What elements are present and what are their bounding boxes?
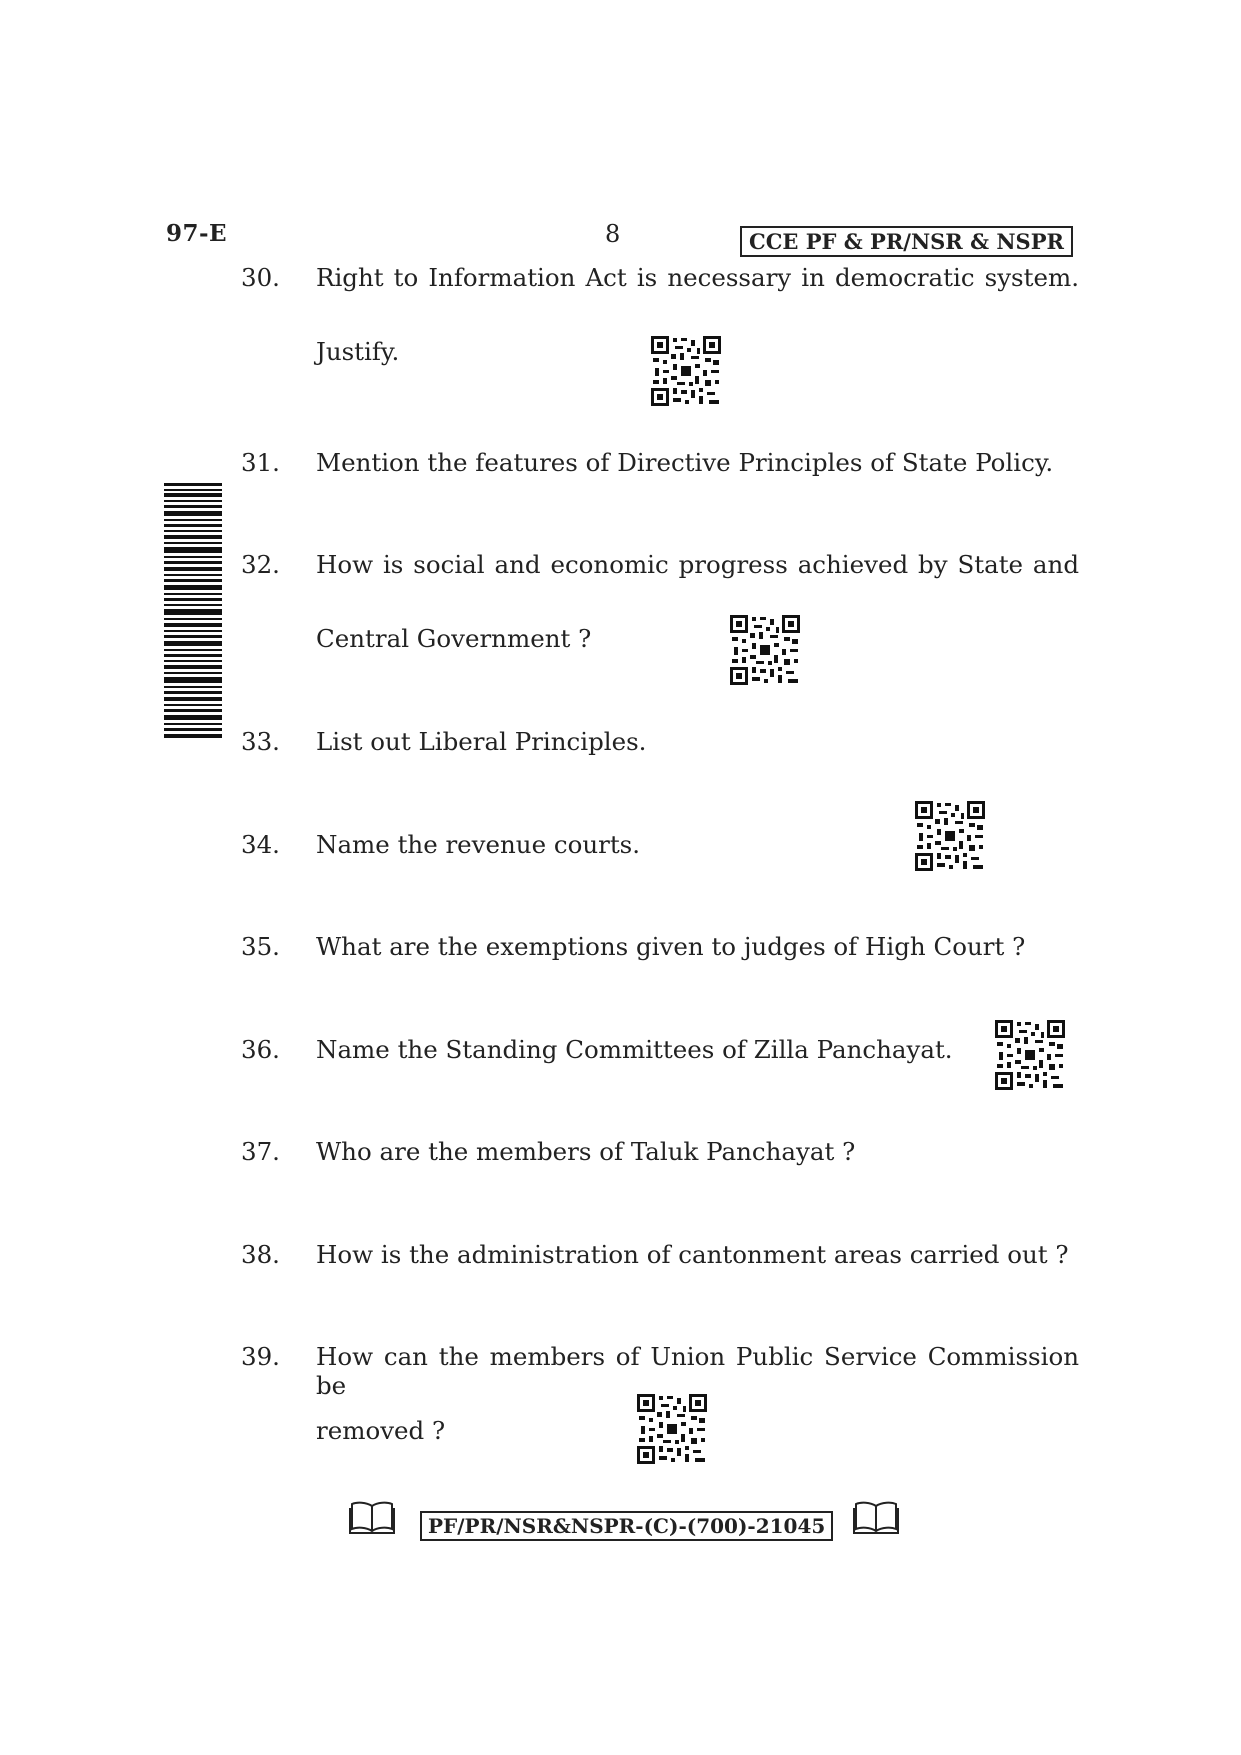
barcode-icon [164,483,222,738]
open-book-icon [349,1500,395,1534]
qr-code-icon [915,801,985,871]
question-number: 35. [241,932,280,961]
question-text-continued: Central Government ? [316,624,592,653]
qr-code-icon [730,615,800,685]
question-number: 39. [241,1342,280,1371]
question-text-continued: removed ? [316,1416,446,1445]
question-number: 32. [241,550,280,579]
qr-code-icon [995,1020,1065,1090]
page-number: 8 [605,220,621,248]
question-text: Mention the features of Directive Principles of State Policy. [316,448,1054,477]
question-number: 33. [241,727,280,756]
question-text: Who are the members of Taluk Panchayat ? [316,1137,856,1166]
question-text: How is social and economic progress achieved by State and [316,550,1079,579]
question-number: 31. [241,448,280,477]
question-number: 30. [241,263,280,292]
footer-code-box: PF/PR/NSR&NSPR-(C)-(700)-21045 [420,1511,833,1541]
question-text: How is the administration of cantonment areas carried out ? [316,1240,1069,1269]
open-book-icon [853,1500,899,1534]
question-text: List out Liberal Principles. [316,727,647,756]
question-text: Right to Information Act is necessary in democratic system. [316,263,1079,292]
question-number: 34. [241,830,280,859]
question-text: Name the Standing Committees of Zilla Panchayat. [316,1035,953,1064]
question-number: 36. [241,1035,280,1064]
qr-code-icon [651,336,721,406]
exam-code-box: CCE PF & PR/NSR & NSPR [740,226,1073,257]
question-number: 38. [241,1240,280,1269]
question-number: 37. [241,1137,280,1166]
question-text: What are the exemptions given to judges of High Court ? [316,932,1026,961]
question-text: Name the revenue courts. [316,830,641,859]
qr-code-icon [637,1394,707,1464]
question-text-continued: Justify. [316,337,400,366]
question-text: How can the members of Union Public Service Commission be [316,1342,1079,1400]
paper-code: 97-E [166,220,228,247]
